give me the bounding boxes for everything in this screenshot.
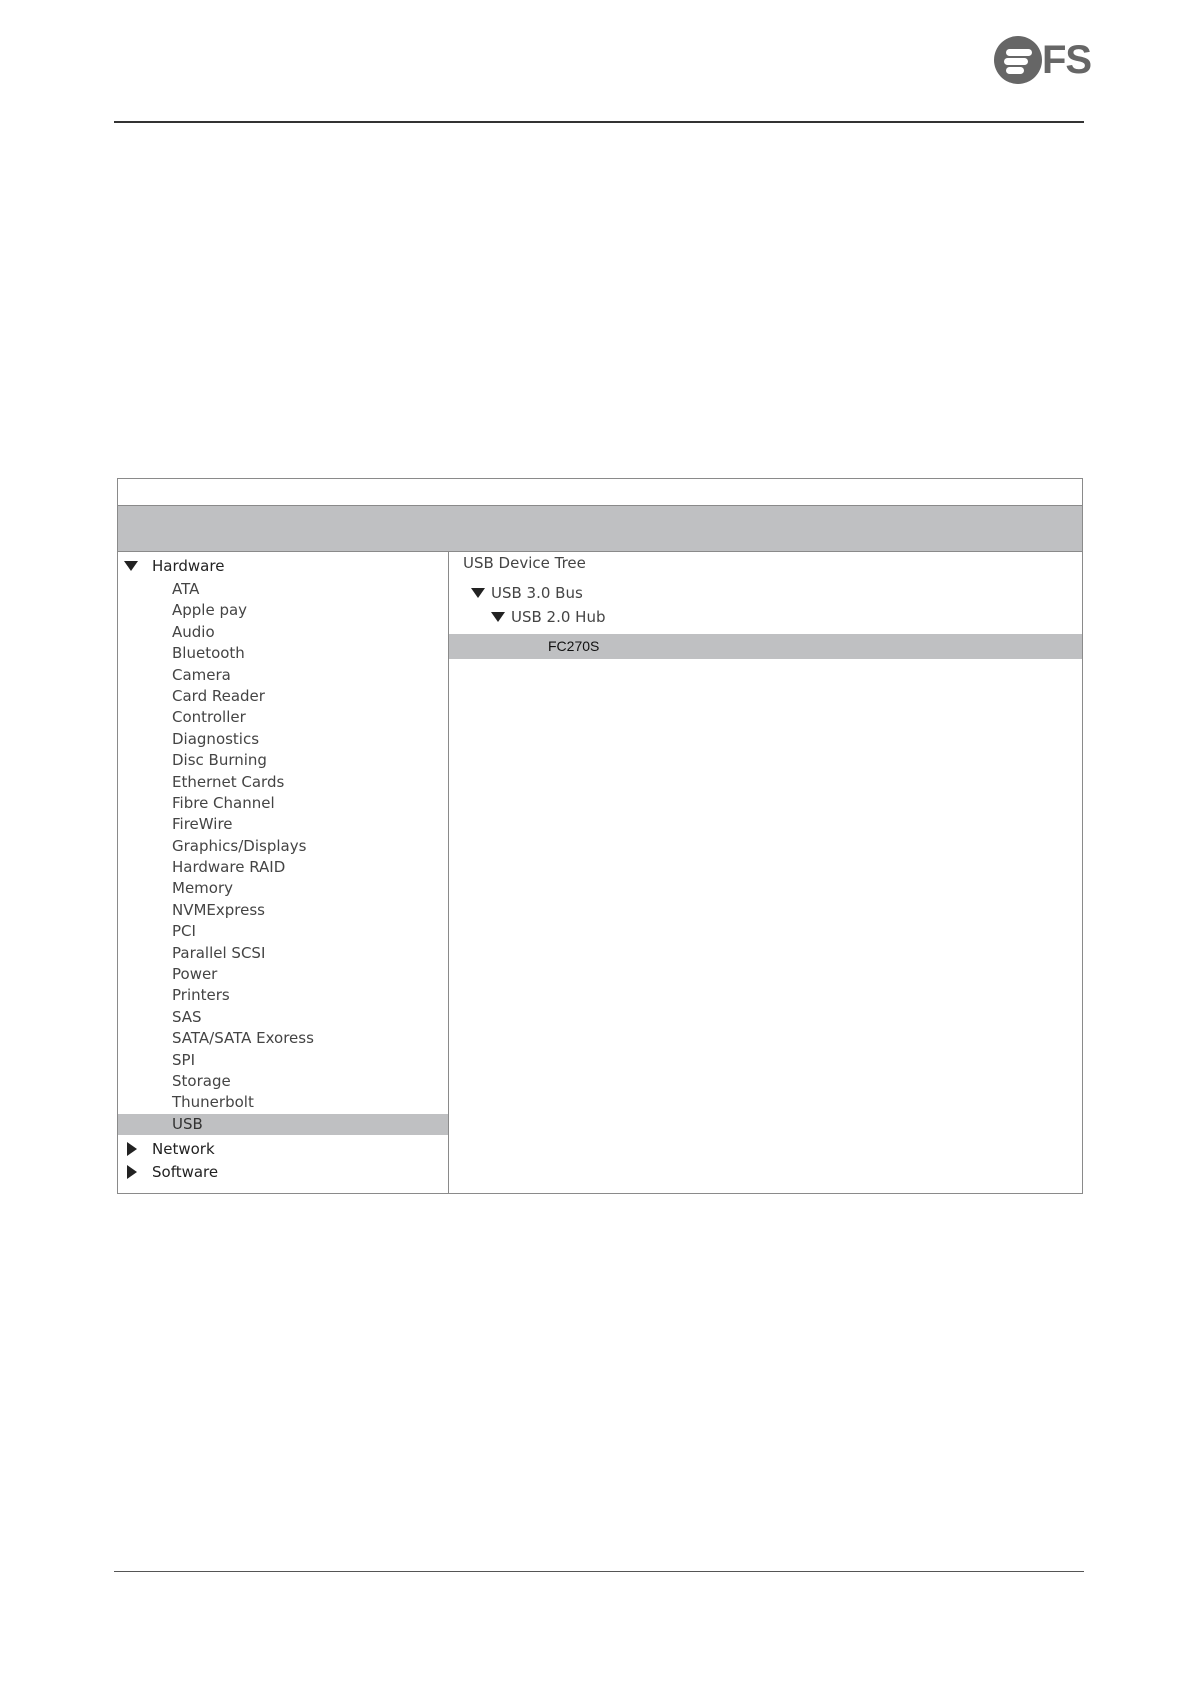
sidebar-item-thunderbolt[interactable]: Thunerbolt [172,1093,254,1112]
sidebar-item-graphics-displays[interactable]: Graphics/Displays [172,836,307,855]
window-titlebar [118,479,1082,506]
sidebar-item-camera[interactable]: Camera [172,665,231,684]
fs-logo [994,36,1098,86]
sidebar-group-label: Software [152,1163,219,1181]
hardware-list [118,579,448,1135]
sidebar-item-card-reader[interactable]: Card Reader [172,686,265,705]
system-information-window [117,478,1083,1194]
footer-divider [114,1571,1084,1572]
sidebar-group-network[interactable] [118,1138,448,1160]
sidebar-item-disc-burning[interactable]: Disc Burning [172,751,267,770]
logo-text: FS [1042,38,1092,82]
sidebar-item-audio[interactable]: Audio [172,622,215,641]
device-label: FC270S [548,638,600,654]
sidebar-item-hardware-raid[interactable]: Hardware RAID [172,858,286,877]
sidebar-item-parallel-scsi[interactable]: Parallel SCSI [172,943,266,962]
disclosure-triangle-expanded-icon[interactable] [124,561,138,571]
sidebar-item-bluetooth[interactable]: Bluetooth [172,644,245,663]
window-toolbar [118,506,1082,552]
sidebar-item-controller[interactable]: Controller [172,708,246,727]
sidebar-item-firewire[interactable]: FireWire [172,815,233,834]
disclosure-triangle-expanded-icon[interactable] [491,612,505,622]
sidebar-item-memory[interactable]: Memory [172,879,234,898]
tree-node-label: USB 3.0 Bus [491,584,583,602]
sidebar-group-label: Network [152,1140,215,1158]
header-divider [114,121,1084,123]
sidebar-item-storage[interactable]: Storage [172,1071,231,1090]
device-tree-panel [449,552,1082,1193]
tree-node-device-selected[interactable] [449,634,1082,659]
tree-node-label: USB 2.0 Hub [511,608,606,626]
sidebar-item-ethernet-cards[interactable]: Ethernet Cards [172,772,285,791]
sidebar-item-sas[interactable]: SAS [172,1007,202,1026]
sidebar-item-ata[interactable]: ATA [172,580,200,598]
fs-logo-mark-icon [994,36,1042,84]
sidebar-item-apple-pay[interactable]: Apple pay [172,601,248,620]
sidebar-group-software[interactable] [118,1161,448,1183]
sidebar-item-pci[interactable]: PCI [172,922,196,941]
sidebar [118,552,449,1193]
disclosure-triangle-expanded-icon[interactable] [471,588,485,598]
disclosure-triangle-collapsed-icon[interactable] [127,1165,137,1179]
sidebar-item-usb[interactable]: USB [118,1114,448,1135]
sidebar-group-label: Hardware [152,557,225,575]
sidebar-item-fibre-channel[interactable]: Fibre Channel [172,793,275,812]
sidebar-item-diagnostics[interactable]: Diagnostics [172,729,260,748]
sidebar-group-hardware[interactable] [118,555,448,577]
sidebar-item-spi[interactable]: SPI [172,1050,195,1069]
disclosure-triangle-collapsed-icon[interactable] [127,1142,137,1156]
device-tree-title: USB Device Tree [463,554,586,572]
sidebar-item-power[interactable]: Power [172,965,218,984]
sidebar-item-sata-sata-express[interactable]: SATA/SATA Exoress [172,1029,314,1048]
sidebar-item-printers[interactable]: Printers [172,986,230,1005]
sidebar-item-nvmexpress[interactable]: NVMExpress [172,900,265,919]
